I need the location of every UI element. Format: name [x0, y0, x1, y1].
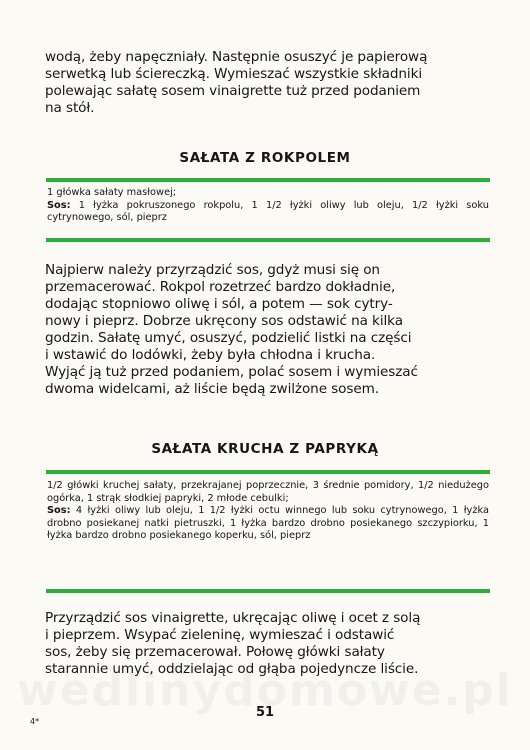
sauce-label: Sos:: [47, 199, 71, 211]
ingredients-box: [47, 480, 489, 543]
sauce-text: 4 łyżki oliwy lub oleju, 1 1/2 łyżki octu winnego lub soku cytrynowego, 1 łyżka drobno posiekanej natki pietruszki, 1 łyżka bardzo drobno posiekanego szczypiorku, 1 łyżka bardzo drobno posiekanego koperku, sól, pieprz: [47, 505, 489, 541]
text-line: sos, żeby się przemacerował. Połowę główki sałaty: [45, 644, 385, 660]
divider-rule: [46, 238, 490, 242]
text-line: nowy i pieprz. Dobrze ukręcony sos odstawić na kilka: [45, 313, 403, 329]
recipe-title: SAŁATA Z ROKPOLEM: [179, 150, 351, 166]
method-paragraph: [45, 262, 493, 398]
text-line: przemacerować. Rokpol rozetrzeć bardzo dokładnie,: [45, 279, 396, 295]
text-line: Wyjąć ją tuż przed podaniem, polać sosem i wymieszać: [45, 364, 418, 380]
printer-signature: 4*: [30, 717, 40, 726]
ingredients-text: 1 główka sałaty masłowej;: [47, 187, 177, 198]
divider-rule: [46, 178, 490, 182]
sauce-ingredients: [47, 505, 489, 543]
text-line: godzin. Sałatę umyć, osuszyć, podzielić listki na części: [45, 330, 412, 346]
sauce-text: 1 łyżka pokruszonego rokpolu, 1 1/2 łyżki oliwy lub oleju, 1/2 łyżki soku cytrynowego, sól, pieprz: [47, 199, 489, 223]
text-line: dwoma widelcami, aż liście będą zwilżone sosem.: [45, 381, 379, 397]
ingredients-box: [47, 187, 489, 225]
recipe-title: SAŁATA KRUCHA Z PAPRYKĄ: [151, 441, 379, 457]
text-line: i pieprzem. Wsypać zieleninę, wymieszać i odstawić: [45, 627, 395, 643]
text-line: polewając sałatę sosem vinaigrette tuż przed podaniem: [45, 83, 421, 99]
text-line: i wstawić do lodówki, żeby była chłodna i krucha.: [45, 347, 376, 363]
text-line: wodą, żeby napęczniały. Następnie osuszyć je papierową: [45, 49, 428, 65]
text-line: starannie umyć, oddzielając od głąba pojedyncze liście.: [45, 661, 419, 677]
divider-rule: [46, 589, 490, 593]
page-number: 51: [255, 705, 275, 720]
text-line: dodając stopniowo oliwę i sól, a potem — sok cytry-: [45, 296, 393, 312]
divider-rule: [46, 470, 490, 474]
ingredients-text: 1/2 główki kruchej sałaty, przekrajanej poprzecznie, 3 średnie pomidory, 1/2 niedużego ogórka, 1 strąk słodkiej papryki, 2 młode cebulki;: [47, 480, 489, 504]
sauce-ingredients: [47, 200, 489, 225]
text-line: Przyrządzić sos vinaigrette, ukręcając oliwę i ocet z solą: [45, 610, 421, 626]
sauce-label: Sos:: [47, 505, 71, 516]
text-line: na stół.: [45, 100, 95, 116]
text-line: serwetką lub ściereczką. Wymieszać wszystkie składniki: [45, 66, 423, 82]
intro-paragraph: [45, 49, 493, 117]
text-line: Najpierw należy przyrządzić sos, gdyż musi się on: [45, 262, 380, 278]
